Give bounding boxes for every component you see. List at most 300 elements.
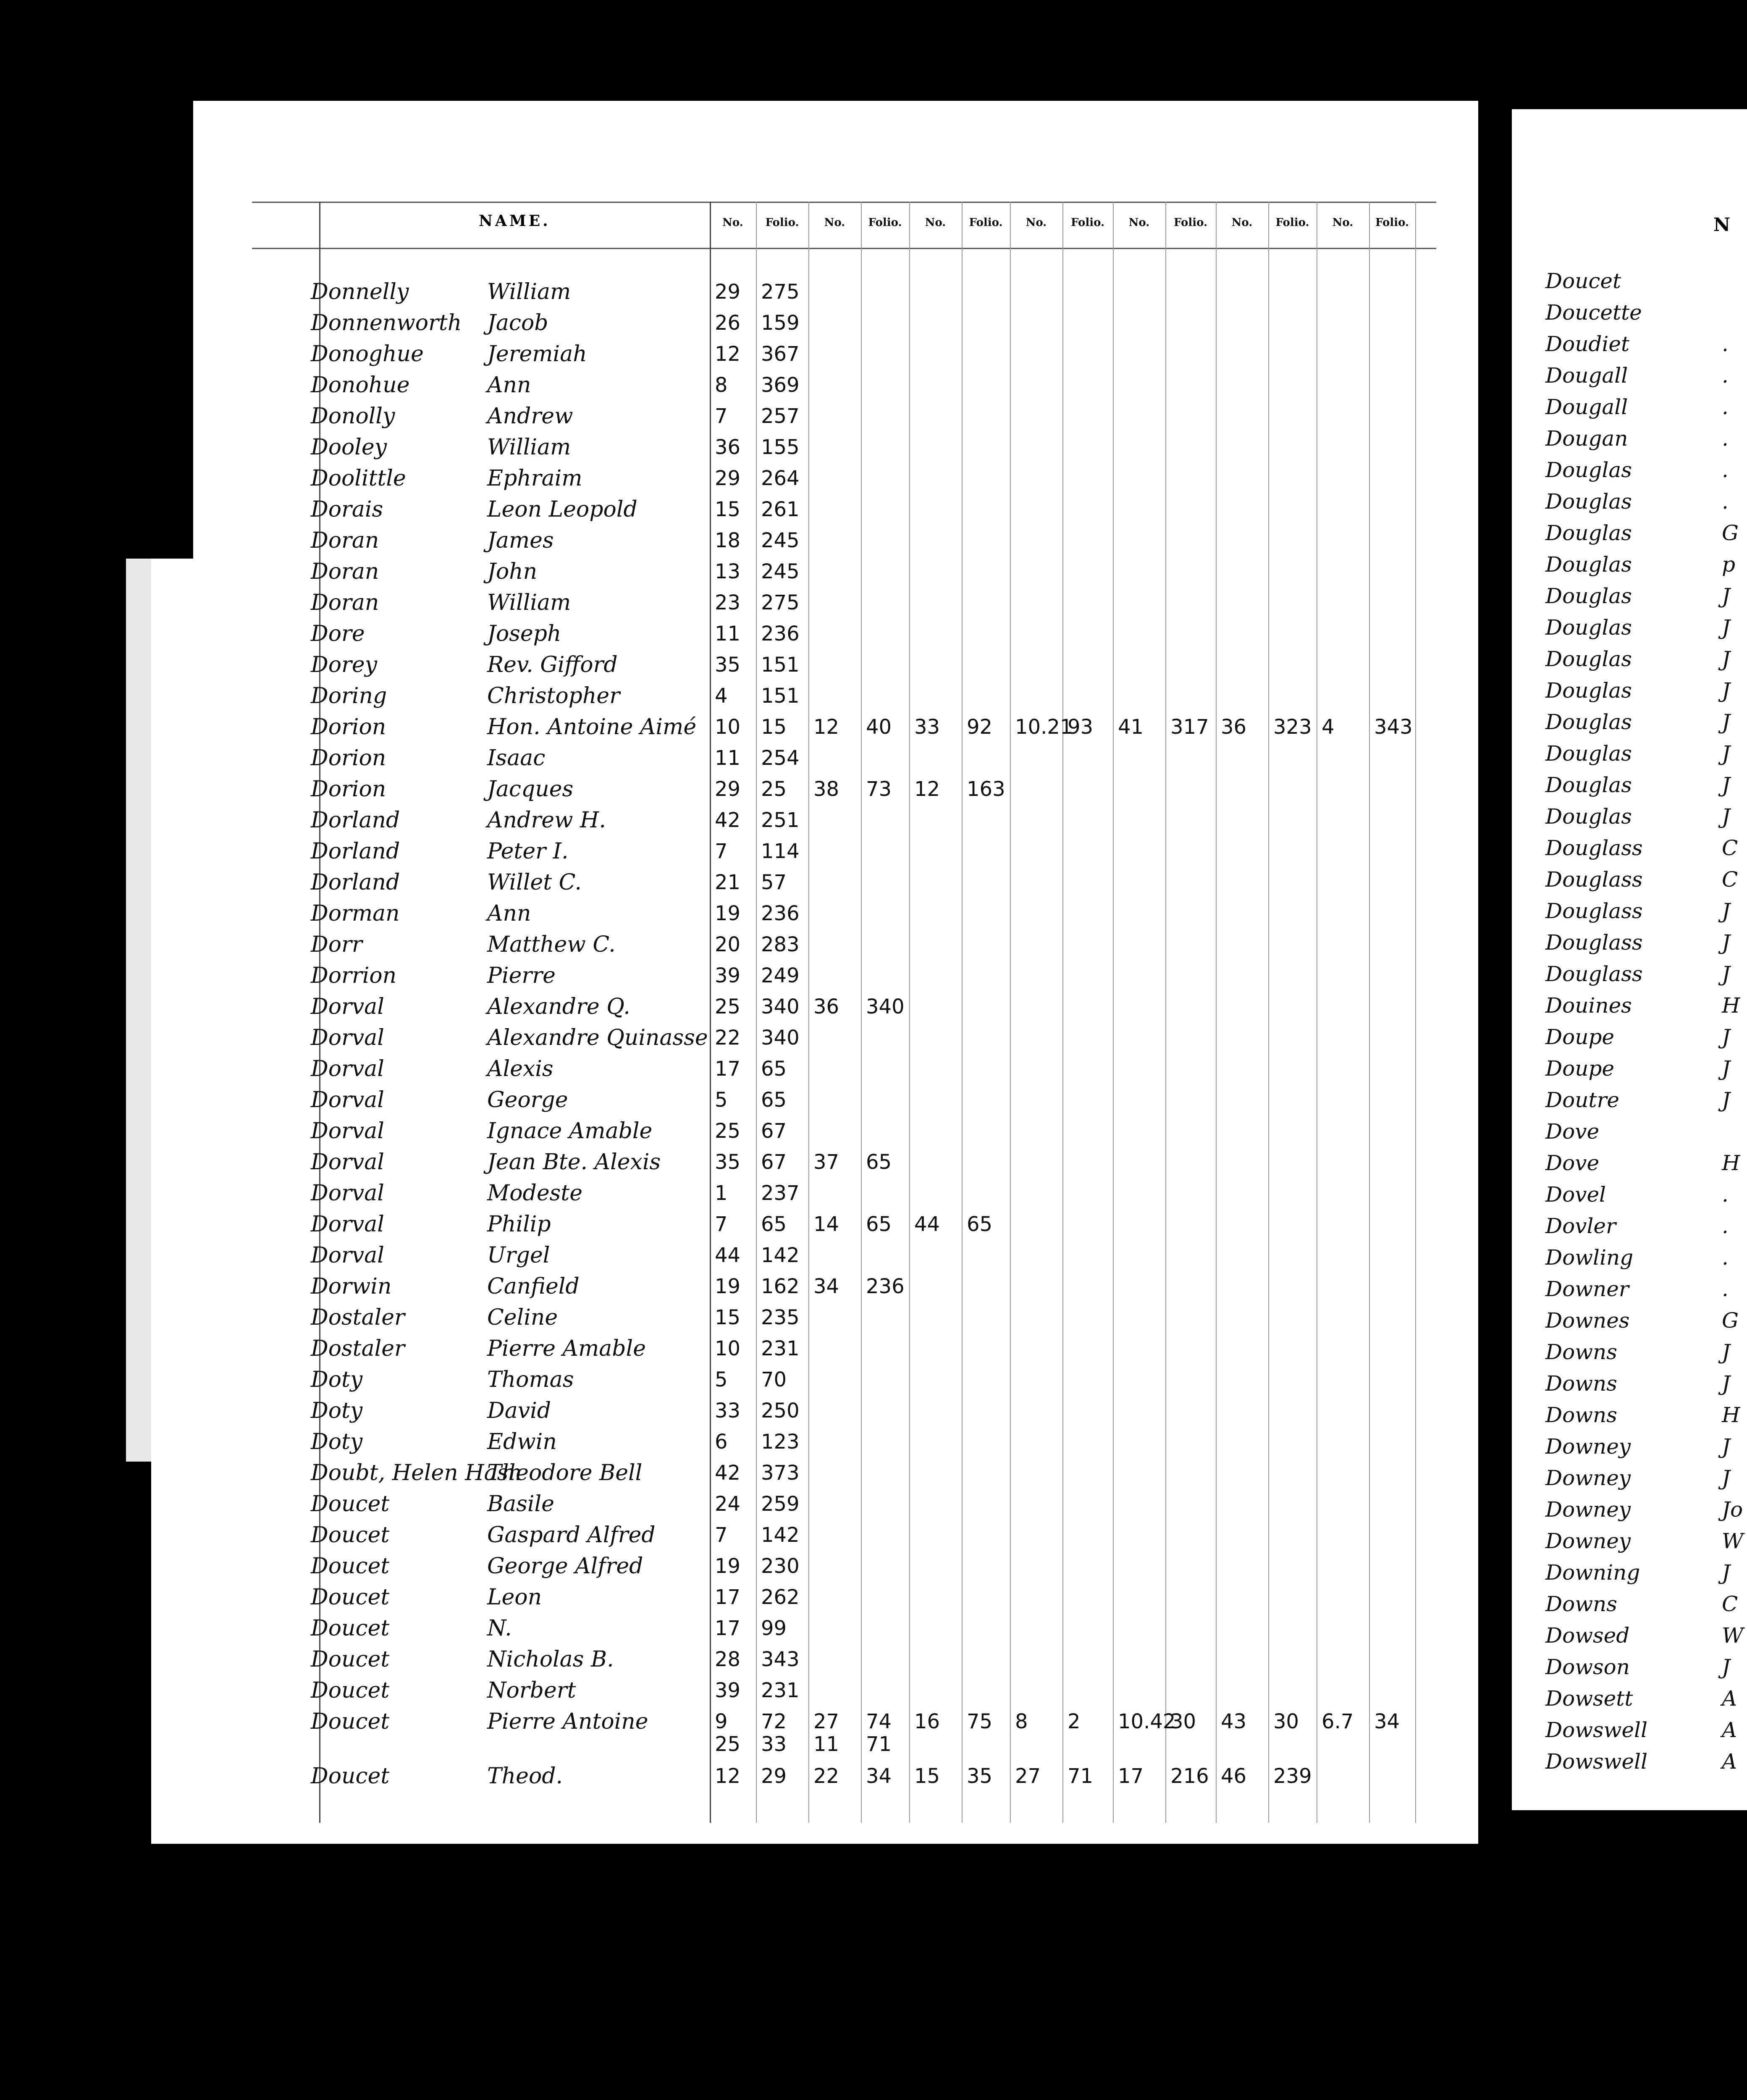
facing-page-row bbox=[1545, 269, 1621, 293]
facing-page-row bbox=[1545, 300, 1642, 325]
folio-number: 236 bbox=[866, 1275, 905, 1298]
volume-number: 7 bbox=[715, 1213, 728, 1236]
surname: Dorland bbox=[311, 839, 400, 864]
surname: Donohue bbox=[311, 373, 410, 398]
folio-number: 261 bbox=[761, 498, 800, 521]
facing-page-fragment: J bbox=[1722, 962, 1731, 986]
facing-page-row bbox=[1545, 710, 1731, 734]
surname: Donnenworth bbox=[311, 310, 462, 336]
ledger-row bbox=[0, 961, 1512, 990]
surname: Dorland bbox=[311, 808, 400, 833]
ledger-row bbox=[0, 370, 1512, 400]
volume-number: 36 bbox=[1221, 715, 1247, 739]
folio-number: 71 bbox=[866, 1732, 892, 1756]
ledger-row bbox=[0, 619, 1512, 648]
surname: Doty bbox=[311, 1367, 363, 1392]
facing-page-fragment: J bbox=[1722, 804, 1731, 829]
ledger-row bbox=[0, 339, 1512, 369]
volume-number: 16 bbox=[914, 1710, 940, 1733]
facing-page-fragment: H bbox=[1722, 1403, 1740, 1427]
column-header: Folio. bbox=[1070, 216, 1105, 229]
volume-number: 36 bbox=[813, 995, 839, 1018]
volume-number: 15 bbox=[715, 498, 741, 521]
folio-number: 70 bbox=[761, 1368, 787, 1391]
folio-number: 159 bbox=[761, 311, 800, 335]
folio-number: 340 bbox=[866, 995, 905, 1018]
facing-page-surname: Douglass bbox=[1545, 867, 1643, 892]
facing-page-row bbox=[1545, 1056, 1731, 1081]
given-name: Ignace Amable bbox=[487, 1118, 653, 1144]
volume-number: 10 bbox=[715, 715, 741, 739]
volume-number: 8 bbox=[715, 373, 728, 397]
ledger-row bbox=[0, 1334, 1512, 1363]
ledger-row bbox=[0, 1458, 1512, 1488]
volume-number: 17 bbox=[715, 1057, 741, 1081]
facing-page-header: N bbox=[1713, 214, 1731, 236]
folio-number: 369 bbox=[761, 373, 800, 397]
column-header: No. bbox=[925, 216, 946, 229]
facing-page-row bbox=[1545, 647, 1731, 671]
facing-page-surname: Dove bbox=[1545, 1119, 1600, 1144]
folio-number: 254 bbox=[761, 746, 800, 770]
folio-number: 142 bbox=[761, 1523, 800, 1547]
facing-page-surname: Dougall bbox=[1545, 363, 1628, 388]
facing-page-surname: Dowson bbox=[1545, 1655, 1630, 1679]
facing-page-fragment: J bbox=[1722, 678, 1731, 703]
folio-number: 65 bbox=[761, 1088, 787, 1112]
facing-page-fragment: . bbox=[1722, 1245, 1729, 1270]
folio-number: 30 bbox=[1170, 1710, 1196, 1733]
facing-page-row bbox=[1545, 1592, 1738, 1616]
surname: Donnelly bbox=[311, 279, 409, 304]
ledger-row bbox=[0, 1179, 1512, 1208]
facing-page-surname: Dowsed bbox=[1545, 1623, 1630, 1648]
volume-number: 7 bbox=[715, 404, 728, 428]
column-header: Folio. bbox=[868, 216, 902, 229]
surname: Dostaler bbox=[311, 1336, 405, 1361]
ledger-row bbox=[0, 712, 1512, 742]
ledger-row bbox=[0, 308, 1512, 338]
given-name: Theodore Bell bbox=[487, 1460, 643, 1486]
facing-page-row bbox=[1545, 1655, 1731, 1679]
facing-page-surname: Doupe bbox=[1545, 1025, 1614, 1049]
surname: Dorval bbox=[311, 1118, 384, 1144]
facing-page-fragment: W bbox=[1722, 1529, 1744, 1553]
given-name: George bbox=[487, 1087, 568, 1113]
facing-page-fragment: J bbox=[1722, 1025, 1731, 1049]
volume-number: 27 bbox=[813, 1710, 839, 1733]
surname: Doucet bbox=[311, 1709, 390, 1734]
surname: Dostaler bbox=[311, 1305, 405, 1330]
folio-number: 114 bbox=[761, 840, 800, 863]
volume-number: 25 bbox=[715, 1732, 741, 1756]
facing-page-surname: Douglas bbox=[1545, 615, 1632, 640]
facing-page-fragment: J bbox=[1722, 1655, 1731, 1679]
volume-number: 22 bbox=[715, 1026, 741, 1050]
volume-number: 35 bbox=[715, 1150, 741, 1174]
folio-number: 230 bbox=[761, 1554, 800, 1578]
surname: Doty bbox=[311, 1398, 363, 1423]
facing-page-fragment: J bbox=[1722, 773, 1731, 797]
volume-number: 25 bbox=[715, 1119, 741, 1143]
facing-page-surname: Douglass bbox=[1545, 836, 1643, 860]
surname: Dorrion bbox=[311, 963, 397, 988]
facing-page-fragment: J bbox=[1722, 1560, 1731, 1585]
surname: Dooley bbox=[311, 435, 387, 460]
facing-page-surname: Downs bbox=[1545, 1403, 1617, 1427]
volume-number: 9 bbox=[715, 1710, 728, 1733]
given-name: N. bbox=[487, 1616, 512, 1641]
given-name: Alexandre Quinasse bbox=[487, 1025, 708, 1050]
surname: Donolly bbox=[311, 404, 395, 429]
facing-page-surname: Doucet bbox=[1545, 269, 1621, 293]
facing-page-fragment: . bbox=[1722, 363, 1729, 388]
volume-number: 36 bbox=[715, 436, 741, 459]
surname: Doucet bbox=[311, 1763, 390, 1789]
surname: Doran bbox=[311, 528, 379, 553]
facing-page-surname: Douglass bbox=[1545, 930, 1643, 955]
facing-page-row bbox=[1545, 521, 1739, 545]
surname: Doring bbox=[311, 683, 387, 709]
ledger-row bbox=[0, 1427, 1512, 1457]
facing-page-row bbox=[1545, 773, 1731, 797]
folio-number: 40 bbox=[866, 715, 892, 739]
folio-number: 30 bbox=[1273, 1710, 1299, 1733]
volume-number: 29 bbox=[715, 467, 741, 490]
volume-number: 39 bbox=[715, 964, 741, 987]
folio-number: 25 bbox=[761, 777, 787, 801]
folio-number: 65 bbox=[761, 1057, 787, 1081]
facing-page-row bbox=[1545, 489, 1729, 514]
folio-number: 162 bbox=[761, 1275, 800, 1298]
ledger-row bbox=[0, 464, 1512, 493]
facing-page bbox=[1512, 109, 1747, 1810]
volume-number: 23 bbox=[715, 591, 741, 614]
ledger-row bbox=[0, 277, 1512, 307]
facing-page-row bbox=[1545, 1025, 1731, 1049]
given-name: Philip bbox=[487, 1212, 551, 1237]
volume-number: 10.42 bbox=[1118, 1710, 1176, 1733]
folio-number: 231 bbox=[761, 1679, 800, 1702]
folio-number: 65 bbox=[866, 1213, 892, 1236]
facing-page-fragment: C bbox=[1722, 1592, 1738, 1616]
surname: Doucet bbox=[311, 1522, 390, 1548]
facing-page-surname: Downes bbox=[1545, 1308, 1630, 1333]
facing-page-surname: Douglas bbox=[1545, 521, 1632, 545]
folio-number: 340 bbox=[761, 995, 800, 1018]
folio-number: 2 bbox=[1068, 1710, 1081, 1733]
facing-page-row bbox=[1545, 678, 1731, 703]
folio-number: 74 bbox=[866, 1710, 892, 1733]
facing-page-surname: Douglas bbox=[1545, 804, 1632, 829]
folio-number: 65 bbox=[761, 1213, 787, 1236]
given-name: Ann bbox=[487, 373, 531, 398]
volume-number: 12 bbox=[914, 777, 940, 801]
folio-number: 275 bbox=[761, 591, 800, 614]
ledger-row bbox=[0, 681, 1512, 711]
facing-page-fragment: J bbox=[1722, 899, 1731, 923]
volume-number: 43 bbox=[1221, 1710, 1247, 1733]
folio-number: 249 bbox=[761, 964, 800, 987]
facing-page-surname: Douglass bbox=[1545, 899, 1643, 923]
folio-number: 251 bbox=[761, 808, 800, 832]
facing-page-fragment: H bbox=[1722, 993, 1740, 1018]
folio-number: 29 bbox=[761, 1764, 787, 1788]
volume-number: 10 bbox=[715, 1337, 741, 1360]
volume-number: 11 bbox=[813, 1732, 839, 1756]
given-name: Andrew bbox=[487, 404, 573, 429]
given-name: Norbert bbox=[487, 1678, 576, 1703]
volume-number: 5 bbox=[715, 1368, 728, 1391]
volume-number: 4 bbox=[715, 684, 728, 708]
column-header: No. bbox=[1026, 216, 1047, 229]
volume-number: 33 bbox=[914, 715, 940, 739]
column-header: No. bbox=[722, 216, 743, 229]
volume-number: 8 bbox=[1015, 1710, 1028, 1733]
facing-page-row bbox=[1545, 1340, 1731, 1364]
surname: Doubt, Helen Hash bbox=[311, 1460, 522, 1486]
volume-number: 26 bbox=[715, 311, 741, 335]
facing-page-fragment: A bbox=[1722, 1686, 1737, 1711]
facing-page-fragment: J bbox=[1722, 584, 1731, 608]
ledger-row bbox=[0, 402, 1512, 431]
facing-page-fragment: . bbox=[1722, 458, 1729, 482]
given-name: William bbox=[487, 279, 571, 304]
folio-number: 142 bbox=[761, 1244, 800, 1267]
facing-page-row bbox=[1545, 1434, 1731, 1459]
volume-number: 5 bbox=[715, 1088, 728, 1112]
folio-number: 373 bbox=[761, 1461, 800, 1485]
surname: Dorval bbox=[311, 1243, 384, 1268]
ledger-row bbox=[0, 1272, 1512, 1301]
facing-page-surname: Downey bbox=[1545, 1497, 1631, 1522]
ledger-row bbox=[0, 992, 1512, 1021]
ledger-row bbox=[0, 1054, 1512, 1084]
ledger-row bbox=[0, 774, 1512, 804]
ledger-row bbox=[0, 1614, 1512, 1643]
folio-number: 275 bbox=[761, 280, 800, 304]
volume-number: 10.21 bbox=[1015, 715, 1073, 739]
facing-page-surname: Doutre bbox=[1545, 1088, 1619, 1112]
volume-number: 15 bbox=[715, 1306, 741, 1329]
facing-page-row bbox=[1545, 930, 1731, 955]
facing-page-surname: Doudiet bbox=[1545, 332, 1630, 356]
facing-page-surname: Dowsett bbox=[1545, 1686, 1633, 1711]
given-name: Hon. Antoine Aimé bbox=[487, 714, 697, 740]
facing-page-fragment: G bbox=[1722, 521, 1739, 545]
surname: Dorval bbox=[311, 994, 384, 1019]
surname: Dorval bbox=[311, 1181, 384, 1206]
volume-number: 38 bbox=[813, 777, 839, 801]
facing-page-row bbox=[1545, 1686, 1737, 1711]
folio-number: 75 bbox=[967, 1710, 993, 1733]
volume-number: 41 bbox=[1118, 715, 1144, 739]
ledger-row bbox=[0, 806, 1512, 835]
volume-number: 15 bbox=[914, 1764, 940, 1788]
given-name: David bbox=[487, 1398, 551, 1423]
facing-page-surname: Douglass bbox=[1545, 962, 1643, 986]
facing-page-surname: Dougan bbox=[1545, 426, 1628, 451]
column-header: No. bbox=[1231, 216, 1253, 229]
volume-number: 12 bbox=[715, 342, 741, 366]
surname: Dorval bbox=[311, 1087, 384, 1113]
facing-page-row bbox=[1545, 395, 1729, 419]
facing-page-fragment: . bbox=[1722, 1277, 1729, 1301]
given-name: Peter I. bbox=[487, 839, 569, 864]
folio-number: 236 bbox=[761, 902, 800, 925]
given-name: Rev. Gifford bbox=[487, 652, 618, 677]
facing-page-fragment: J bbox=[1722, 615, 1731, 640]
facing-page-fragment: H bbox=[1722, 1151, 1740, 1175]
ledger-row bbox=[0, 1583, 1512, 1612]
surname: Dorman bbox=[311, 901, 400, 926]
volume-number: 46 bbox=[1221, 1764, 1247, 1788]
surname: Doucet bbox=[311, 1678, 390, 1703]
folio-number: 151 bbox=[761, 653, 800, 677]
volume-number: 17 bbox=[715, 1617, 741, 1640]
surname: Dorion bbox=[311, 746, 386, 771]
surname: Doucet bbox=[311, 1647, 390, 1672]
facing-page-row bbox=[1545, 899, 1731, 923]
facing-page-surname: Douglas bbox=[1545, 647, 1632, 671]
facing-page-row bbox=[1545, 1088, 1731, 1112]
folio-number: 235 bbox=[761, 1306, 800, 1329]
facing-page-fragment: G bbox=[1722, 1308, 1739, 1333]
folio-number: 367 bbox=[761, 342, 800, 366]
given-name: Nicholas B. bbox=[487, 1647, 614, 1672]
given-name: Theod. bbox=[487, 1763, 563, 1789]
facing-page-surname: Douglas bbox=[1545, 678, 1632, 703]
column-header: Folio. bbox=[765, 216, 799, 229]
ledger-row bbox=[0, 495, 1512, 524]
facing-page-surname: Douglas bbox=[1545, 489, 1632, 514]
column-header: Folio. bbox=[1173, 216, 1208, 229]
facing-page-surname: Doucette bbox=[1545, 300, 1642, 325]
given-name: Pierre bbox=[487, 963, 556, 988]
column-header: No. bbox=[1128, 216, 1150, 229]
volume-number: 13 bbox=[715, 560, 741, 583]
facing-page-row bbox=[1545, 993, 1740, 1018]
folio-number: 15 bbox=[761, 715, 787, 739]
column-header: Folio. bbox=[969, 216, 1003, 229]
volume-number: 25 bbox=[715, 995, 741, 1018]
given-name: Jean Bte. Alexis bbox=[487, 1150, 661, 1175]
surname: Donoghue bbox=[311, 341, 424, 367]
facing-page-surname: Downey bbox=[1545, 1434, 1631, 1459]
surname: Dore bbox=[311, 621, 365, 646]
folio-number: 155 bbox=[761, 436, 800, 459]
folio-number: 57 bbox=[761, 871, 787, 894]
facing-page-fragment: J bbox=[1722, 1371, 1731, 1396]
surname: Doran bbox=[311, 590, 379, 615]
given-name: Celine bbox=[487, 1305, 558, 1330]
folio-number: 92 bbox=[967, 715, 993, 739]
facing-page-row bbox=[1545, 615, 1731, 640]
given-name: Jeremiah bbox=[487, 341, 587, 367]
given-name: Jacob bbox=[487, 310, 548, 336]
surname: Doucet bbox=[311, 1554, 390, 1579]
given-name: Edwin bbox=[487, 1429, 557, 1454]
volume-number: 29 bbox=[715, 777, 741, 801]
facing-page-row bbox=[1545, 332, 1729, 356]
volume-number: 24 bbox=[715, 1492, 741, 1516]
volume-number: 7 bbox=[715, 840, 728, 863]
given-name: Joseph bbox=[487, 621, 561, 646]
surname: Dorion bbox=[311, 714, 386, 740]
facing-page-surname: Dougall bbox=[1545, 395, 1628, 419]
given-name: Alexandre Q. bbox=[487, 994, 630, 1019]
volume-number: 44 bbox=[914, 1213, 940, 1236]
facing-page-fragment: A bbox=[1722, 1718, 1737, 1742]
ledger-row bbox=[0, 526, 1512, 555]
given-name: William bbox=[487, 435, 571, 460]
volume-number: 6 bbox=[715, 1430, 728, 1454]
column-header: Folio. bbox=[1275, 216, 1309, 229]
ledger-row bbox=[0, 650, 1512, 680]
surname: Doucet bbox=[311, 1585, 390, 1610]
ledger-row bbox=[0, 1365, 1512, 1394]
facing-page-fragment: J bbox=[1722, 1088, 1731, 1112]
volume-number: 44 bbox=[715, 1244, 741, 1267]
folio-number: 216 bbox=[1170, 1764, 1209, 1788]
given-name: Leon Leopold bbox=[487, 497, 637, 522]
facing-page-row bbox=[1545, 552, 1736, 577]
folio-number: 343 bbox=[761, 1648, 800, 1671]
column-header: No. bbox=[824, 216, 845, 229]
facing-page-surname: Douglas bbox=[1545, 710, 1632, 734]
folio-number: 93 bbox=[1068, 715, 1094, 739]
column-header: No. bbox=[1332, 216, 1354, 229]
volume-number: 34 bbox=[813, 1275, 839, 1298]
folio-number: 163 bbox=[967, 777, 1005, 801]
facing-page-surname: Downs bbox=[1545, 1340, 1617, 1364]
facing-page-row bbox=[1545, 1371, 1731, 1396]
given-name: Leon bbox=[487, 1585, 542, 1610]
folio-number: 73 bbox=[866, 777, 892, 801]
ledger-row bbox=[0, 557, 1512, 586]
facing-page-row bbox=[1545, 584, 1731, 608]
surname: Doucet bbox=[311, 1616, 390, 1641]
facing-page-surname: Doupe bbox=[1545, 1056, 1614, 1081]
ledger-row bbox=[0, 433, 1512, 462]
volume-number: 17 bbox=[715, 1586, 741, 1609]
facing-page-row bbox=[1545, 1245, 1729, 1270]
facing-page-row bbox=[1545, 1623, 1744, 1648]
facing-page-surname: Douglas bbox=[1545, 458, 1632, 482]
given-name: Canfield bbox=[487, 1274, 580, 1299]
given-name: Willet C. bbox=[487, 870, 582, 895]
ledger-row bbox=[0, 868, 1512, 897]
facing-page-row bbox=[1545, 836, 1738, 860]
facing-page-row bbox=[1545, 1403, 1740, 1427]
folio-number: 67 bbox=[761, 1150, 787, 1174]
facing-page-fragment: J bbox=[1722, 930, 1731, 955]
folio-number: 123 bbox=[761, 1430, 800, 1454]
volume-number: 33 bbox=[715, 1399, 741, 1423]
facing-page-row bbox=[1545, 1749, 1737, 1774]
volume-number: 22 bbox=[813, 1764, 839, 1788]
facing-page-surname: Douines bbox=[1545, 993, 1632, 1018]
folio-number: 237 bbox=[761, 1181, 800, 1205]
facing-page-fragment: W bbox=[1722, 1623, 1744, 1648]
facing-page-row bbox=[1545, 1214, 1729, 1238]
ledger-row bbox=[0, 1116, 1512, 1146]
surname: Dorais bbox=[311, 497, 383, 522]
folio-number: 65 bbox=[967, 1213, 993, 1236]
given-name: Christopher bbox=[487, 683, 620, 709]
surname: Dorwin bbox=[311, 1274, 392, 1299]
facing-page-row bbox=[1545, 1119, 1599, 1144]
